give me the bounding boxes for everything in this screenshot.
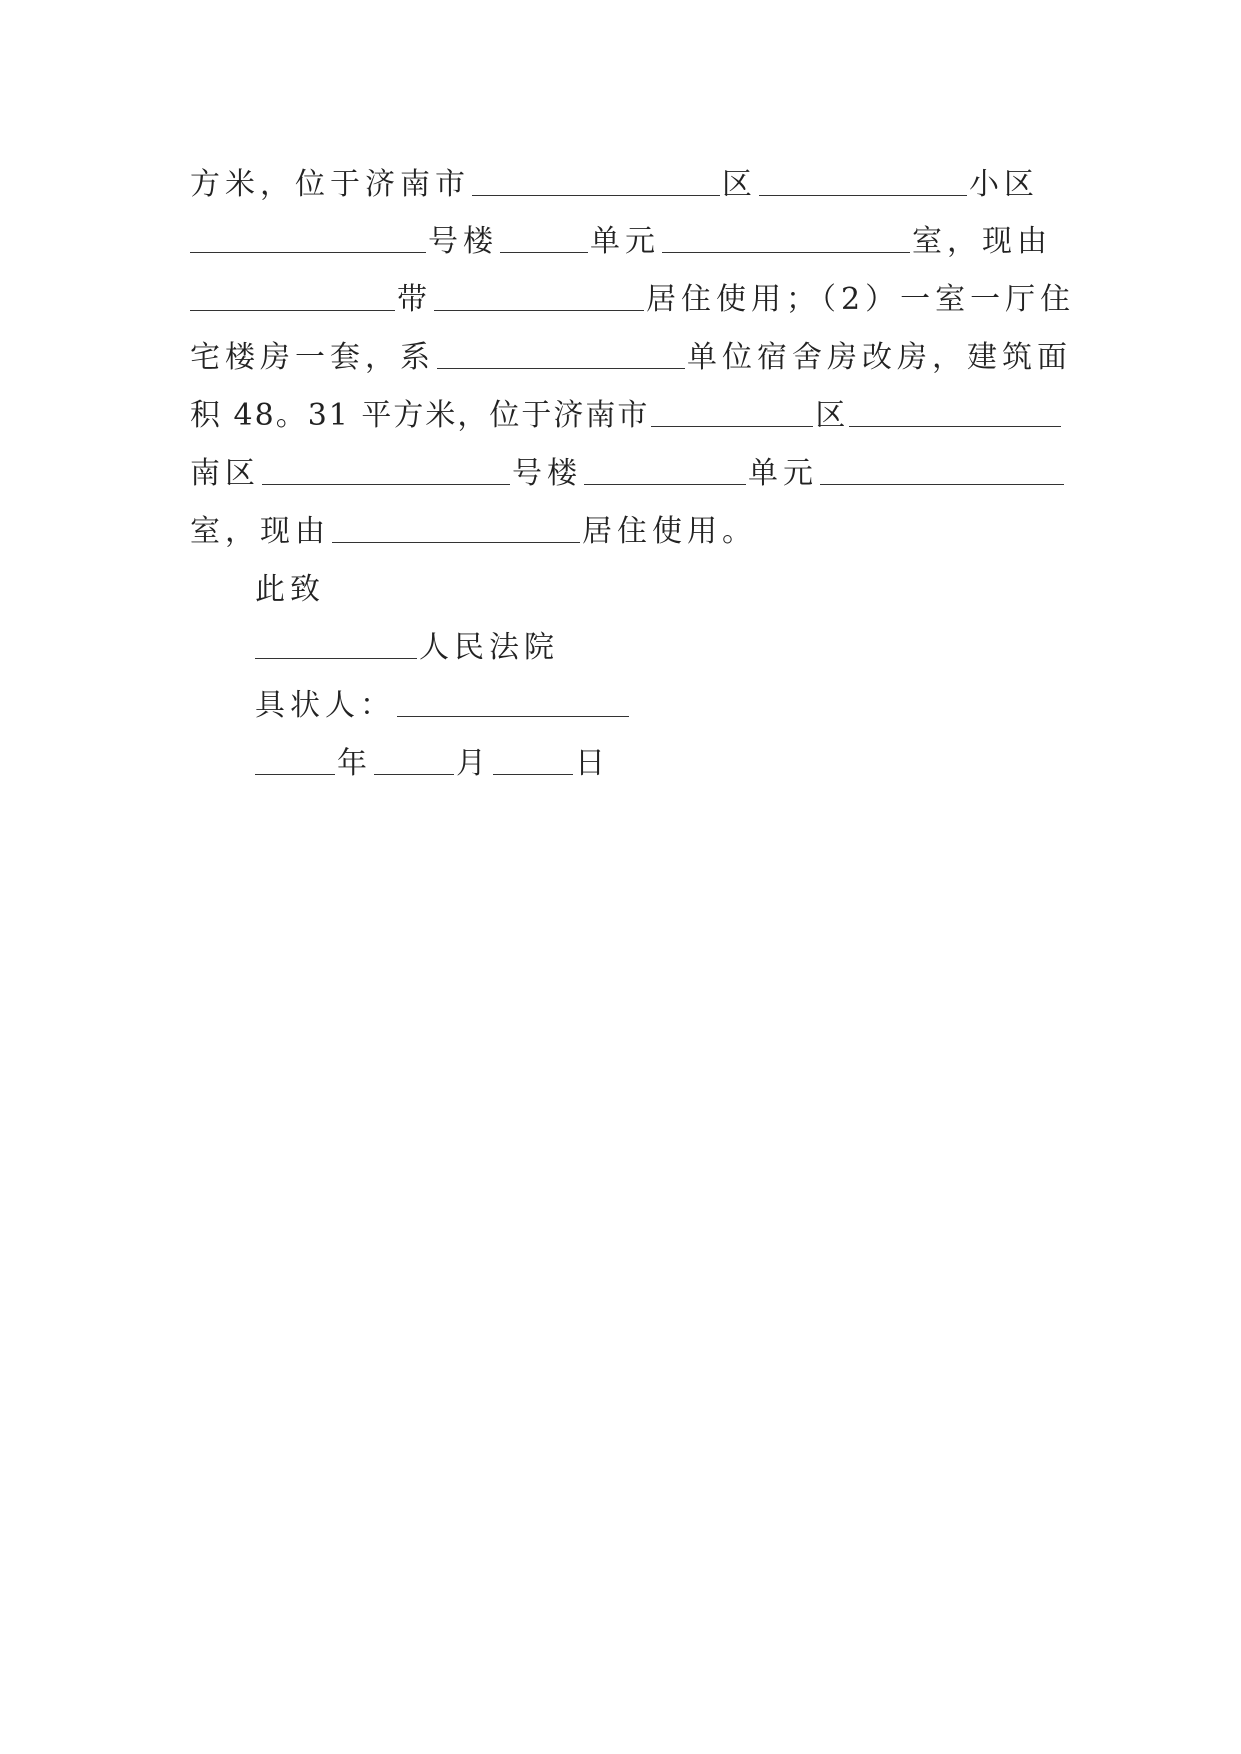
- text-segment: 居住使用。: [582, 514, 757, 549]
- text-segment: 小区: [969, 167, 1039, 202]
- text-segment: 区: [722, 167, 757, 202]
- text-segment: 南区: [190, 456, 260, 491]
- blank-district[interactable]: [472, 165, 720, 196]
- text-segment: 带: [397, 282, 432, 317]
- body-line-7: [190, 512, 1050, 552]
- body-line-4: [190, 338, 1072, 378]
- year-label: 年: [337, 746, 372, 781]
- text-segment: 室，现由: [912, 224, 1052, 259]
- text-segment: 居住使用；（2）一室一厅住: [646, 282, 1076, 317]
- body-line-6: [190, 454, 1050, 494]
- blank-building-no-2[interactable]: [584, 454, 746, 485]
- text-segment: 积 48。31 平方米，位于济南市: [190, 398, 650, 433]
- blank-plaintiff-name[interactable]: [397, 686, 629, 717]
- blank-occupant-2[interactable]: [332, 512, 580, 543]
- blank-month[interactable]: [374, 744, 454, 775]
- text-segment: 方米，位于济南市: [190, 167, 470, 202]
- blank-unit[interactable]: [500, 222, 588, 253]
- blank-year[interactable]: [255, 744, 335, 775]
- text-segment: 区: [815, 398, 848, 433]
- plaintiff-line: [255, 686, 1115, 726]
- body-line-2: [190, 222, 1050, 262]
- body-line-1: [190, 165, 1050, 205]
- blank-court-name[interactable]: [255, 628, 417, 659]
- blank-occupant[interactable]: [190, 280, 395, 311]
- blank-room[interactable]: [662, 222, 910, 253]
- blank-building[interactable]: [190, 222, 426, 253]
- body-line-5: [190, 396, 1050, 436]
- text-segment: 号楼: [428, 224, 498, 259]
- blank-co-occupant[interactable]: [434, 280, 644, 311]
- blank-building-2[interactable]: [262, 454, 510, 485]
- text-segment: 室，现由: [190, 514, 330, 549]
- salutation: [255, 570, 1115, 610]
- blank-district-2[interactable]: [651, 396, 813, 427]
- blank-community[interactable]: [759, 165, 967, 196]
- text-segment: 号楼: [512, 456, 582, 491]
- court-line: [255, 628, 1115, 668]
- court-text: 人民法院: [419, 630, 559, 665]
- text-segment: 单元: [590, 224, 660, 259]
- plaintiff-label: 具状人：: [255, 688, 395, 723]
- blank-day[interactable]: [493, 744, 573, 775]
- body-line-3: [190, 280, 1076, 320]
- blank-employer[interactable]: [437, 338, 685, 369]
- month-label: 月: [456, 746, 491, 781]
- text-segment: 宅楼房一套，系: [190, 340, 435, 375]
- salutation-text: 此致: [255, 572, 325, 607]
- blank-street[interactable]: [849, 396, 1061, 427]
- blank-unit-2[interactable]: [820, 454, 1064, 485]
- date-line: [255, 744, 1115, 784]
- text-segment: 单位宿舍房改房，建筑面: [687, 340, 1072, 375]
- day-label: 日: [575, 746, 610, 781]
- text-segment: 单元: [748, 456, 818, 491]
